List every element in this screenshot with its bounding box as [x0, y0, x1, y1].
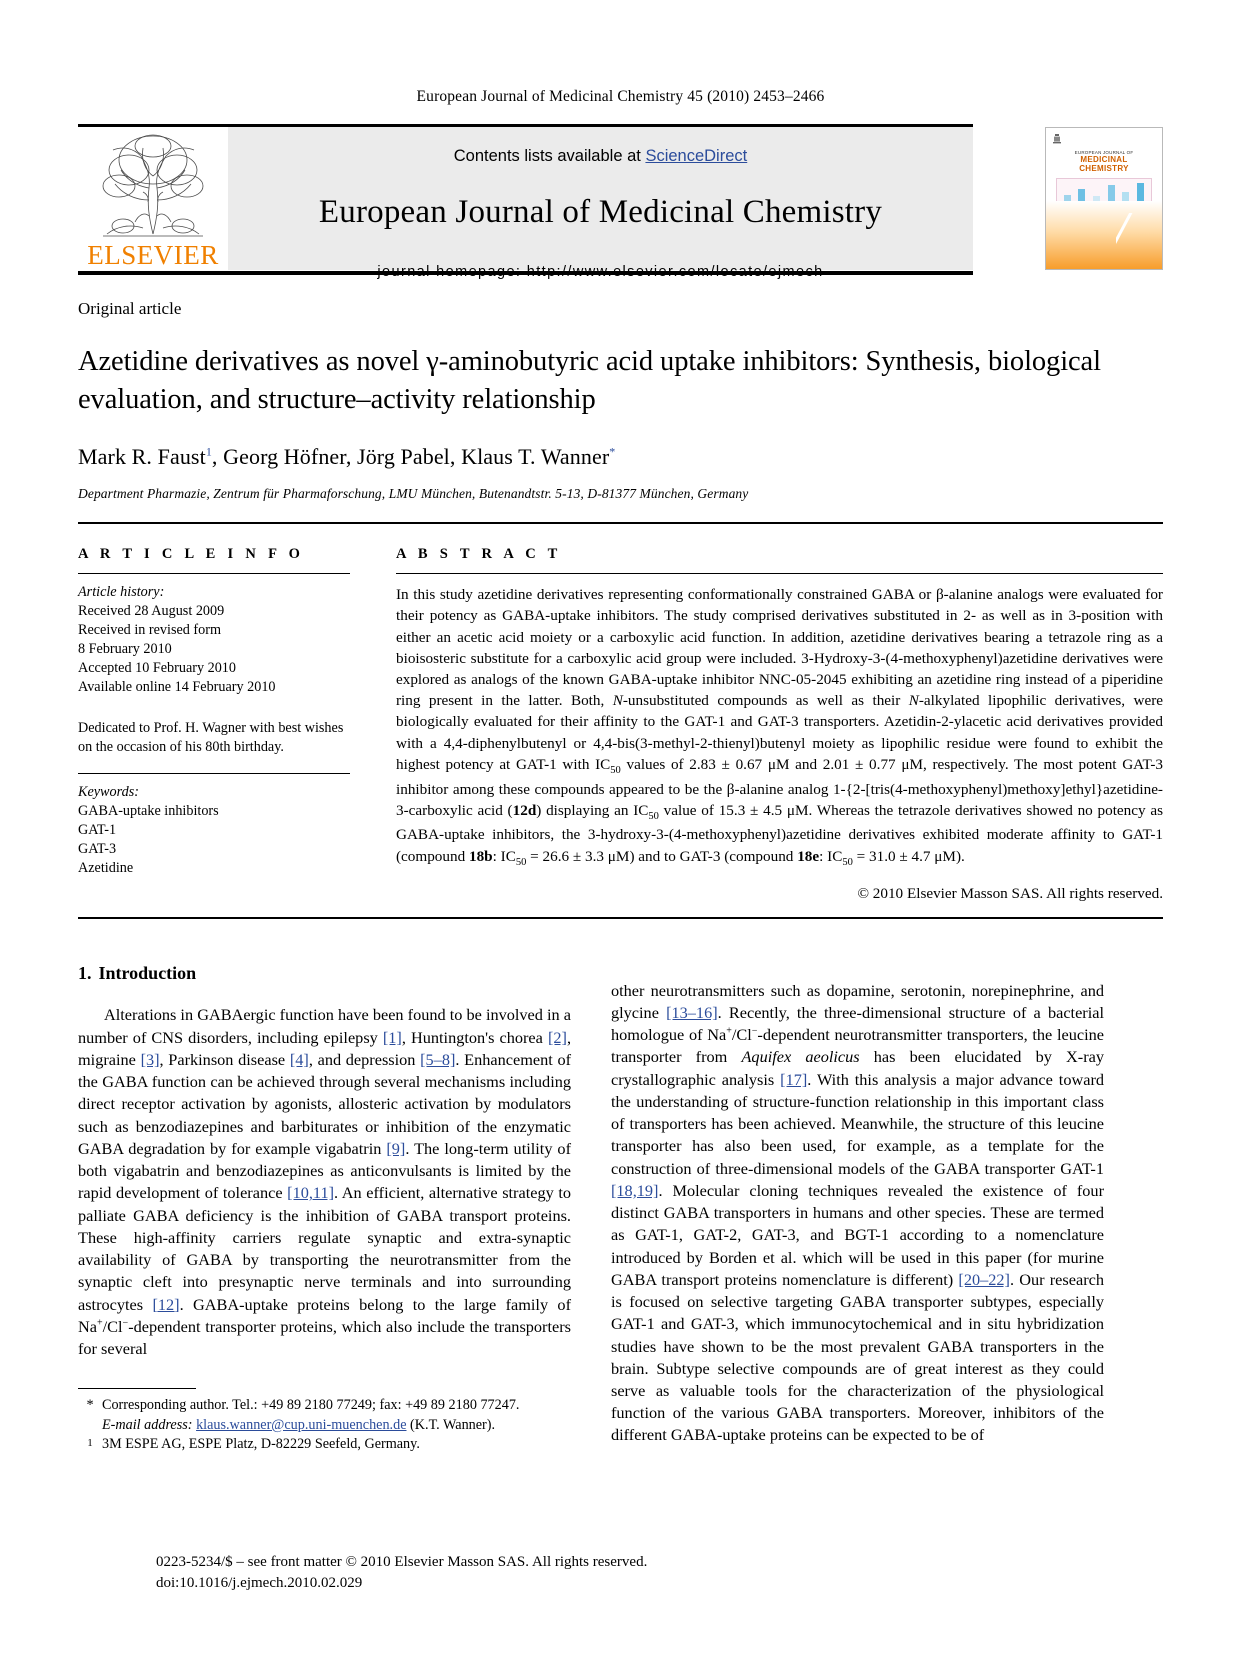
corresponding-author-mark[interactable]: *: [609, 444, 616, 459]
elsevier-tree-icon: [83, 130, 223, 242]
keyword-item: GABA-uptake inhibitors: [78, 803, 219, 820]
history-item: Received in revised form: [78, 621, 222, 638]
author-first: Mark R. Faust: [78, 444, 206, 470]
abstract-column: [396, 524, 1163, 903]
compound-ref-18b: 18b: [468, 847, 493, 865]
info-abstract-region: [78, 524, 1163, 903]
abstract-seg: = 31.0 ± 4.7 μM).: [852, 847, 965, 865]
article-history: [78, 583, 350, 696]
journal-homepage[interactable]: journal homepage: http://www.elsevier.com/locate/ejmech: [377, 264, 824, 280]
footnote-rule: [78, 1388, 196, 1389]
article-history-label: Article history:: [78, 584, 165, 601]
intro-paragraph-left: [78, 1004, 571, 1360]
email-label: E-mail address:: [102, 1416, 193, 1433]
section-title: Introduction: [98, 963, 197, 984]
keywords-label: Keywords:: [78, 784, 139, 801]
para-seg: . An efficient, alternative strategy to palliate GABA deficiency is the inhibition of GABA transport proteins. These high-affinity carriers regulate synaptic and extra-synaptic availability of GABA by transporting the neurotransmitter from the synaptic cleft into presynaptic nerve terminals and into surrounding astrocytes: [78, 1183, 571, 1314]
para-seg: -dependent neurotransmitter transporters, the leucine transporter from: [611, 1025, 1104, 1067]
citation-link[interactable]: [10,11]: [287, 1183, 335, 1203]
authors-rest: , Georg Höfner, Jörg Pabel, Klaus T. Wanner: [211, 444, 610, 470]
history-item: Received 28 August 2009: [78, 603, 225, 620]
author-list: [78, 444, 1163, 470]
sciencedirect-link[interactable]: ScienceDirect: [645, 147, 748, 165]
body-right-column: [611, 963, 1104, 1463]
history-item: Accepted 10 February 2010: [78, 659, 236, 676]
elsevier-wordmark: ELSEVIER: [87, 240, 219, 270]
abstract-heading: A B S T R A C T: [396, 546, 562, 563]
abstract-seg: : IC: [819, 847, 843, 865]
citation-link[interactable]: [2]: [547, 1027, 567, 1047]
footnote-present-address: [78, 1435, 571, 1455]
article-info-rule: [78, 573, 350, 574]
abstract-seg: -alkylated lipophilic derivatives, were biologically evaluated for their affinity to the GAT-1 and GAT-3 transporters. Azetidin-2-ylacetic acid derivatives provided with a 4,4-diphenylbutenyl or 4,4-bis(3-methyl-2-thienyl)butenyl moiety as lipophilic residue were found to exhibit the highest potency at GAT-1 with IC: [396, 692, 1164, 773]
abstract-text: [396, 584, 1163, 870]
footnote-present-address-text: 3M ESPE AG, ESPE Platz, D-82229 Seefeld, Germany.: [102, 1436, 420, 1453]
copyright-line: © 2010 Elsevier Masson SAS. All rights reserved.: [857, 885, 1163, 903]
citation-link[interactable]: [18,19]: [611, 1180, 659, 1200]
footnote-mark-1: 1: [87, 1437, 93, 1450]
compound-ref-18e: 18e: [797, 847, 820, 865]
citation-link[interactable]: [4]: [289, 1049, 309, 1069]
cover-line-2: MEDICINAL: [1080, 155, 1128, 164]
history-item: 8 February 2010: [78, 640, 172, 657]
masthead-panel: [228, 127, 973, 280]
footnote-corresponding: [78, 1396, 571, 1416]
doi-line: doi:10.1016/j.ejmech.2010.02.029: [156, 1575, 363, 1591]
email-suffix: (K.T. Wanner).: [406, 1416, 496, 1433]
footnote-mark-star: *: [86, 1397, 94, 1414]
cover-title-block: [1046, 128, 1162, 173]
citation-link[interactable]: [20–22]: [958, 1269, 1010, 1289]
section-number: 1.: [78, 963, 92, 984]
keyword-item: Azetidine: [78, 859, 134, 876]
article-type-label: Original article: [78, 299, 182, 318]
journal-cover-thumbnail: [1045, 127, 1163, 270]
cover-slash-decoration: [1116, 213, 1156, 263]
para-seg: . Molecular cloning techniques revealed the existence of four distinct GABA transporters in humans and other species. These are termed as GAT-1, GAT-2, GAT-3, and BGT-1 according to a nomenclature introduced by Borden et al. which will be used in this paper (for murine GABA transport proteins nomenclature is different): [611, 1180, 1104, 1289]
abstract-italic-N: N: [908, 692, 919, 710]
history-item: Available online 14 February 2010: [78, 678, 276, 695]
superscript-minus: −: [751, 1025, 758, 1037]
ic50-subscript: 50: [648, 810, 659, 822]
keyword-item: GAT-3: [78, 840, 117, 857]
section-heading-introduction: [78, 963, 571, 984]
publication-meta: [78, 1552, 1163, 1594]
para-seg: has been elucidated by X-ray crystallographic analysis: [611, 1047, 1104, 1089]
citation-link[interactable]: [12]: [152, 1294, 180, 1314]
citation-link[interactable]: [13–16]: [666, 1002, 718, 1022]
affiliation: Department Pharmazie, Zentrum für Pharmaforschung, LMU München, Butenandtstr. 5-13, D-81377 München, Germany: [78, 486, 749, 502]
author-footnote-mark-1[interactable]: 1: [205, 444, 212, 459]
ic50-subscript: 50: [842, 856, 853, 868]
body-columns: [78, 963, 1163, 1463]
para-seg: , Parkinson disease: [159, 1049, 290, 1069]
para-seg: . Enhancement of the GABA function can be achieved through several mechanisms including direct receptor activation by agonists, allosteric activation by modulators such as benzodiazepines and barbiturates or inhibition of the enzymatic GABA degradation by for example vigabatrin: [78, 1049, 572, 1158]
para-seg: , migraine: [78, 1027, 572, 1069]
para-seg: , and depression: [308, 1049, 421, 1069]
abstract-seg: ) displaying an IC: [536, 801, 649, 819]
citation-link[interactable]: [3]: [140, 1049, 160, 1069]
abstract-rule: [396, 573, 1163, 574]
journal-masthead: [78, 124, 1163, 280]
page-title: Azetidine derivatives as novel γ-aminobutyric acid uptake inhibitors: Synthesis, biological evaluation, and structure–activity relationship: [78, 346, 1101, 415]
abstract-seg: = 26.6 ± 3.3 μM) and to GAT-3 (compound: [526, 847, 798, 865]
para-seg: -dependent transporter proteins, which also include the transporters for several: [78, 1316, 571, 1358]
running-head: European Journal of Medicinal Chemistry 45 (2010) 2453–2466: [416, 88, 825, 105]
para-seg: . GABA-uptake proteins belong to the large family of Na: [78, 1294, 571, 1336]
contents-line: [228, 147, 973, 166]
journal-title: European Journal of Medicinal Chemistry: [318, 194, 883, 230]
info-spacer: [78, 696, 350, 710]
footnotes: [78, 1396, 571, 1455]
para-seg: Alterations in GABAergic function have been found to be involved in a number of CNS disorders, including epilepsy: [78, 1005, 571, 1047]
ic50-subscript: 50: [515, 856, 527, 868]
intro-paragraph-right: [611, 980, 1104, 1447]
superscript-plus: +: [96, 1317, 103, 1329]
citation-link[interactable]: [17]: [780, 1069, 808, 1089]
para-seg: , Huntington's chorea: [401, 1027, 548, 1047]
abstract-seg: -unsubstituted compounds as well as their: [622, 692, 909, 710]
abstract-seg: value of 15.3 ± 4.5 μM. Whereas the tetrazole derivatives showed no potency as GABA-uptake inhibitors, the 3-hydroxy-3-(4-methoxyphenyl)azetidine derivatives exhibited moderate affinity to GAT-1 (compound: [396, 801, 1163, 865]
article-head: [78, 299, 1163, 502]
para-seg: /Cl: [102, 1316, 123, 1336]
elsevier-logo: [78, 127, 228, 270]
para-seg: . Recently, the three-dimensional structure of a bacterial homologue of Na: [611, 1002, 1104, 1045]
ic50-subscript: 50: [610, 764, 621, 776]
para-seg: . The long-term utility of both vigabatrin and benzodiazepines as anticonvulsants is limited by the rapid development of tolerance: [78, 1138, 571, 1203]
keyword-item: GAT-1: [78, 821, 117, 838]
article-info-heading: A R T I C L E I N F O: [78, 546, 305, 563]
citation-link[interactable]: [1]: [382, 1027, 402, 1047]
keywords-block: [78, 783, 350, 877]
cover-line-1: EUROPEAN JOURNAL OF: [1074, 150, 1134, 155]
dedication: Dedicated to Prof. H. Wagner with best wishes on the occasion of his 80th birthday.: [78, 720, 344, 756]
para-seg: . Our research is focused on selective targeting GABA transporter subtypes, especially GAT-1 and GAT-3, which immunocytochemical and in situ hybridization studies have shown to be the most prevalent GABA transporters in the brain. Subtype selective compounds are of great interest as they could serve as valuable tools for the characterization of the physiological function of the various GABA transporters. Moreover, inhibitors of the different GABA-uptake proteins can be expected to be of: [611, 1269, 1104, 1445]
para-seg: other neurotransmitters such as dopamine, serotonin, norepinephrine, and glycine: [611, 980, 1104, 1022]
abstract-seg: : IC: [492, 847, 516, 865]
citation-link[interactable]: [9]: [386, 1138, 406, 1158]
article-info-column: [78, 524, 350, 903]
abstract-italic-N: N: [612, 692, 623, 710]
compound-ref-12d: 12d: [512, 801, 537, 819]
cover-line-3: CHEMISTRY: [1079, 164, 1129, 173]
email-link[interactable]: klaus.wanner@cup.uni-muenchen.de: [196, 1416, 407, 1433]
abstract-divider-rule: [78, 917, 1163, 919]
species-name-italic: Aquifex aeolicus: [741, 1047, 860, 1067]
superscript-plus: +: [726, 1025, 732, 1037]
cover-small-mark-icon: [1052, 132, 1062, 150]
para-seg: /Cl: [731, 1025, 752, 1045]
keywords-rule: [78, 773, 350, 774]
para-seg: . With this analysis a major advance toward the understanding of structure-function relationship in this important class of transporters has been achieved. Meanwhile, the structure of this leucine transporter has also been used, for example, as a template for the construction of three-dimensional models of the GABA transporter GAT-1: [611, 1069, 1105, 1178]
citation-link[interactable]: [5–8]: [420, 1049, 456, 1069]
issn-copyright-line: 0223-5234/$ – see front matter © 2010 Elsevier Masson SAS. All rights reserved.: [156, 1554, 648, 1570]
superscript-minus: −: [122, 1317, 129, 1329]
contents-prefix: Contents lists available at: [453, 147, 646, 165]
abstract-seg: values of 2.83 ± 0.67 μM and 2.01 ± 0.77 μM, respectively. The most potent GAT-3 inhibitor among these compounds appeared to be the β-alanine analog 1-{2-[tris(4-methoxyphenyl)methoxy]ethyl}azetidine-3-carboxylic acid (: [396, 755, 1163, 819]
footnote-email-row: [78, 1416, 571, 1436]
abstract-seg: In this study azetidine derivatives representing conformationally constrained GABA or β-alanine analogs were evaluated for their potency as GABA-uptake inhibitors. The study comprised derivatives substituted in 2- as well as in 3-position with either an acetic acid moiety or a carboxylic acid function. In addition, azetidine derivatives bearing a tetrazole ring as a bioisosteric substitute for a carboxylic acid group were included. 3-Hydroxy-3-(4-methoxyphenyl)azetidine derivatives were explored as analogs of the known GABA-uptake inhibitor NNC-05-2045 exhibiting an azetidine ring instead of a piperidine ring present in the latter. Both,: [396, 586, 1163, 710]
body-left-column: [78, 963, 571, 1463]
footnote-corresponding-text: Corresponding author. Tel.: +49 89 2180 77249; fax: +49 89 2180 77247.: [102, 1397, 520, 1414]
